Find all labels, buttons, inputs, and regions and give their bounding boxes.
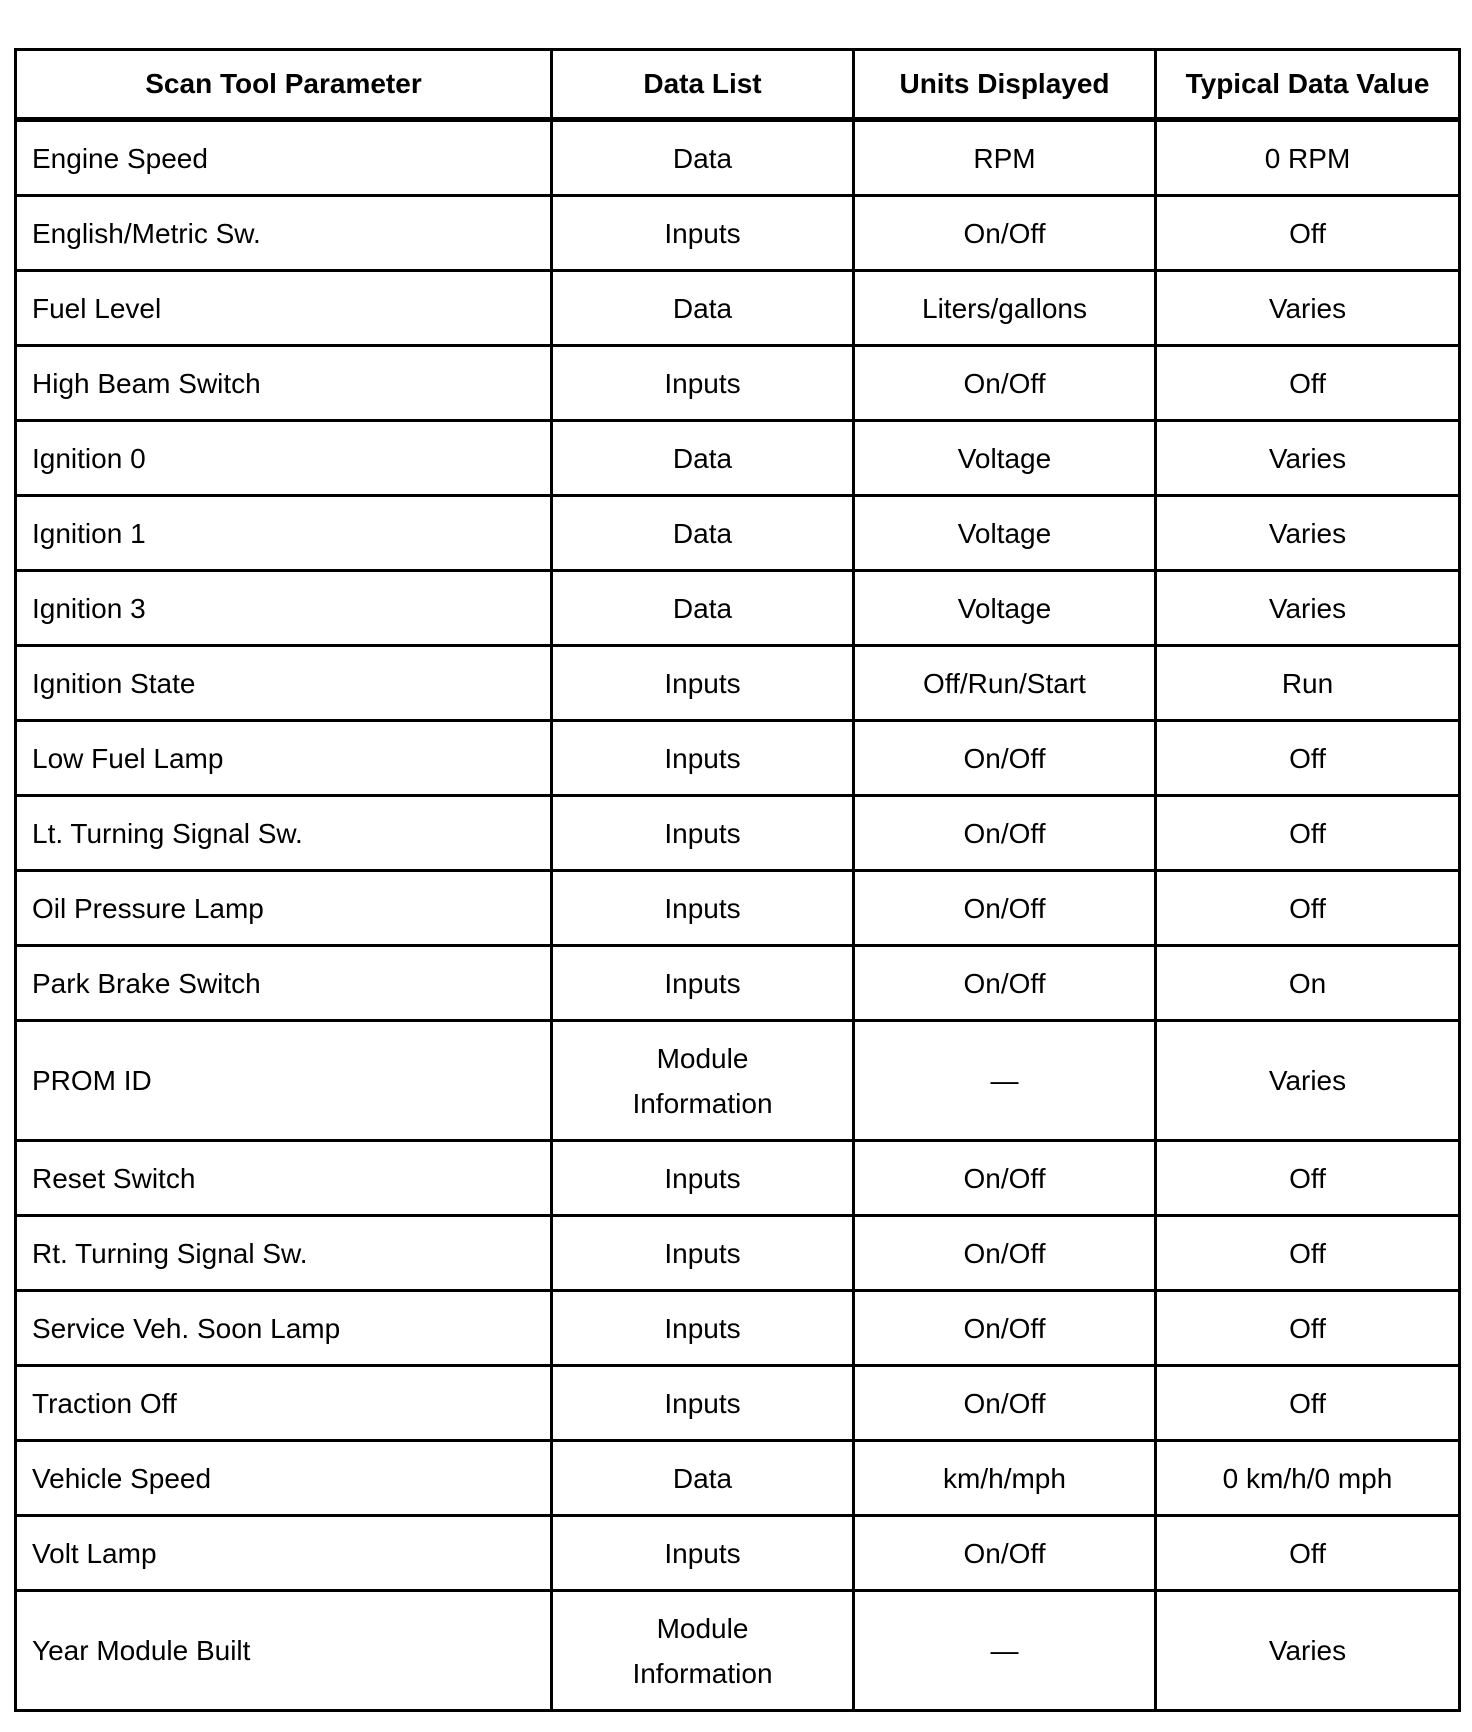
cell-parameter: Ignition 0 <box>16 421 552 496</box>
cell-parameter: Lt. Turning Signal Sw. <box>16 796 552 871</box>
cell-units: RPM <box>854 120 1156 196</box>
table-row <box>16 1021 1460 1141</box>
cell-typical-value: Off <box>1156 871 1460 946</box>
cell-data-list: Inputs <box>552 1366 854 1441</box>
cell-data-list-text: Module Information <box>632 1612 773 1689</box>
cell-parameter: Ignition 3 <box>16 571 552 646</box>
table-row <box>16 120 1460 196</box>
cell-data-list: Data <box>552 421 854 496</box>
cell-data-list <box>552 1021 854 1141</box>
cell-parameter: Ignition State <box>16 646 552 721</box>
table-row <box>16 1366 1460 1441</box>
cell-data-list: Data <box>552 271 854 346</box>
cell-data-list: Inputs <box>552 1216 854 1291</box>
cell-parameter: Oil Pressure Lamp <box>16 871 552 946</box>
cell-typical-value: Off <box>1156 721 1460 796</box>
cell-data-list: Inputs <box>552 946 854 1021</box>
cell-units: On/Off <box>854 1366 1156 1441</box>
cell-data-list: Inputs <box>552 1141 854 1216</box>
cell-units: On/Off <box>854 196 1156 271</box>
cell-units: Voltage <box>854 421 1156 496</box>
cell-units: Liters/gallons <box>854 271 1156 346</box>
cell-units: On/Off <box>854 346 1156 421</box>
cell-units: — <box>854 1021 1156 1141</box>
header-units-displayed: Units Displayed <box>854 50 1156 120</box>
cell-data-list: Inputs <box>552 1516 854 1591</box>
table-row <box>16 421 1460 496</box>
cell-parameter: Service Veh. Soon Lamp <box>16 1291 552 1366</box>
table-row <box>16 1291 1460 1366</box>
header-data-list: Data List <box>552 50 854 120</box>
cell-typical-value: 0 RPM <box>1156 120 1460 196</box>
cell-data-list: Inputs <box>552 721 854 796</box>
table-row <box>16 346 1460 421</box>
cell-typical-value: Off <box>1156 796 1460 871</box>
cell-parameter: PROM ID <box>16 1021 552 1141</box>
cell-units: On/Off <box>854 1291 1156 1366</box>
cell-data-list: Data <box>552 120 854 196</box>
table-row <box>16 1141 1460 1216</box>
cell-data-list: Data <box>552 496 854 571</box>
cell-typical-value: On <box>1156 946 1460 1021</box>
table-body <box>16 120 1460 1711</box>
cell-typical-value: Off <box>1156 346 1460 421</box>
cell-typical-value: 0 km/h/0 mph <box>1156 1441 1460 1516</box>
cell-typical-value: Varies <box>1156 1591 1460 1711</box>
cell-units: On/Off <box>854 1216 1156 1291</box>
cell-data-list-text: Module Information <box>632 1042 773 1119</box>
cell-typical-value: Off <box>1156 1291 1460 1366</box>
cell-parameter: Traction Off <box>16 1366 552 1441</box>
cell-typical-value: Off <box>1156 1141 1460 1216</box>
cell-parameter: Rt. Turning Signal Sw. <box>16 1216 552 1291</box>
cell-units: — <box>854 1591 1156 1711</box>
cell-units: km/h/mph <box>854 1441 1156 1516</box>
cell-parameter: English/Metric Sw. <box>16 196 552 271</box>
cell-parameter: Vehicle Speed <box>16 1441 552 1516</box>
cell-data-list: Data <box>552 571 854 646</box>
scan-tool-data-table <box>14 48 1461 1712</box>
cell-parameter: Reset Switch <box>16 1141 552 1216</box>
cell-parameter: Engine Speed <box>16 120 552 196</box>
cell-parameter: Volt Lamp <box>16 1516 552 1591</box>
cell-typical-value: Off <box>1156 196 1460 271</box>
cell-units: Voltage <box>854 571 1156 646</box>
cell-units: On/Off <box>854 721 1156 796</box>
cell-data-list: Inputs <box>552 871 854 946</box>
table-row <box>16 1216 1460 1291</box>
table-row <box>16 646 1460 721</box>
table-row <box>16 571 1460 646</box>
cell-data-list: Inputs <box>552 796 854 871</box>
cell-data-list: Data <box>552 1441 854 1516</box>
cell-typical-value: Varies <box>1156 271 1460 346</box>
cell-parameter: Ignition 1 <box>16 496 552 571</box>
cell-units: Off/Run/Start <box>854 646 1156 721</box>
cell-typical-value: Off <box>1156 1516 1460 1591</box>
table-row <box>16 1591 1460 1711</box>
cell-typical-value: Varies <box>1156 421 1460 496</box>
cell-parameter: Fuel Level <box>16 271 552 346</box>
cell-typical-value: Off <box>1156 1366 1460 1441</box>
cell-units: On/Off <box>854 796 1156 871</box>
cell-typical-value: Varies <box>1156 571 1460 646</box>
cell-units: On/Off <box>854 946 1156 1021</box>
table-row <box>16 1441 1460 1516</box>
cell-data-list <box>552 1591 854 1711</box>
cell-typical-value: Run <box>1156 646 1460 721</box>
table-row <box>16 496 1460 571</box>
table-row <box>16 946 1460 1021</box>
cell-parameter: Low Fuel Lamp <box>16 721 552 796</box>
cell-parameter: Park Brake Switch <box>16 946 552 1021</box>
cell-typical-value: Varies <box>1156 1021 1460 1141</box>
cell-parameter: Year Module Built <box>16 1591 552 1711</box>
cell-data-list: Inputs <box>552 646 854 721</box>
cell-typical-value: Off <box>1156 1216 1460 1291</box>
cell-units: On/Off <box>854 871 1156 946</box>
document-page <box>14 48 1458 1712</box>
cell-units: On/Off <box>854 1516 1156 1591</box>
header-typical-data-value: Typical Data Value <box>1156 50 1460 120</box>
cell-units: Voltage <box>854 496 1156 571</box>
header-scan-tool-parameter: Scan Tool Parameter <box>16 50 552 120</box>
cell-data-list: Inputs <box>552 1291 854 1366</box>
cell-units: On/Off <box>854 1141 1156 1216</box>
cell-typical-value: Varies <box>1156 496 1460 571</box>
table-row <box>16 721 1460 796</box>
table-header-row <box>16 50 1460 120</box>
cell-data-list: Inputs <box>552 196 854 271</box>
table-row <box>16 796 1460 871</box>
cell-parameter: High Beam Switch <box>16 346 552 421</box>
table-row <box>16 871 1460 946</box>
table-row <box>16 271 1460 346</box>
table-row <box>16 1516 1460 1591</box>
table-row <box>16 196 1460 271</box>
cell-data-list: Inputs <box>552 346 854 421</box>
